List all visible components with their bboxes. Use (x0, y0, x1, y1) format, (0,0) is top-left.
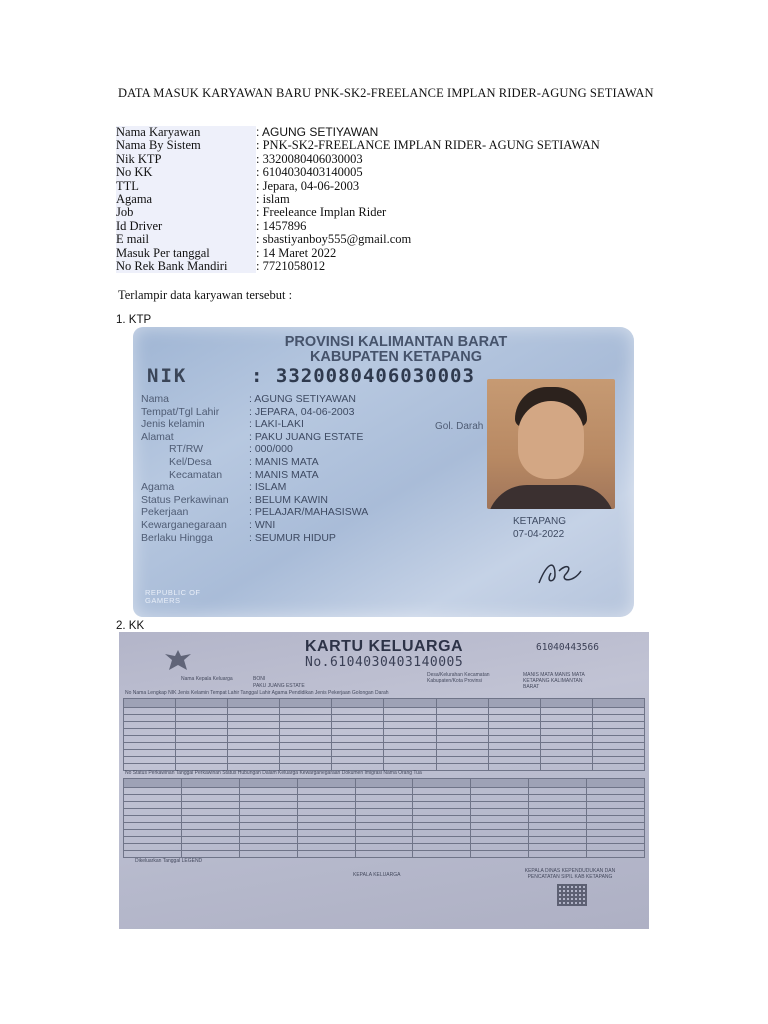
ktp-field-value: : PAKU JUANG ESTATE (249, 430, 364, 443)
employee-data-list (116, 126, 600, 273)
field-row (116, 220, 600, 233)
photo-face (518, 401, 584, 479)
ktp-nik-value: : 3320080406030003 (251, 365, 475, 387)
ktp-card-image (133, 327, 634, 617)
ktp-field-value: : LAKI-LAKI (249, 418, 304, 431)
ktp-blood-type-label: Gol. Darah (435, 421, 484, 432)
field-value: : 7721058012 (256, 258, 326, 273)
kk-status-table (123, 778, 645, 858)
field-value: : sbastiyanboy555@gmail.com (256, 232, 412, 247)
watermark-line: REPUBLIC OF (145, 588, 201, 597)
kk-table1-headers: No Nama Lengkap NIK Jenis Kelamin Tempat Lahir Tanggal Lahir Agama Pendidikan Jenis Pekerjaan Golongan Darah (125, 690, 389, 696)
field-value: : islam (256, 191, 290, 206)
kk-head-value: BONI (253, 676, 266, 682)
ktp-field-value: : AGUNG SETIYAWAN (249, 393, 356, 405)
field-label: Masuk Per tanggal (116, 247, 256, 260)
ktp-issue-city: KETAPANG (513, 516, 566, 527)
ktp-issue (513, 515, 633, 541)
ktp-field-label: Kel/Desa (169, 455, 212, 468)
ktp-field-label: Tempat/Tgl Lahir (141, 405, 220, 418)
garuda-emblem-icon (163, 648, 193, 674)
attachment-note: Terlampir data karyawan tersebut : (118, 288, 293, 302)
kk-number: No.6104030403140005 (305, 655, 464, 670)
ktp-province: PROVINSI KALIMANTAN BARAT (284, 334, 508, 350)
kk-corner-number: 61040443566 (536, 642, 599, 653)
qr-code-icon (557, 884, 587, 906)
ktp-field-value: : SEUMUR HIDUP (249, 531, 336, 544)
field-value: : AGUNG SETIYAWAN (256, 125, 379, 139)
ktp-field-label: Status Perkawinan (141, 493, 229, 506)
field-label: No Rek Bank Mandiri (116, 260, 256, 273)
field-row (116, 126, 600, 139)
photo-shirt (487, 485, 615, 509)
field-row (116, 233, 600, 246)
field-row (116, 153, 600, 166)
ktp-field-value: : BELUM KAWIN (249, 493, 328, 506)
field-label: TTL (116, 180, 256, 193)
document-title: DATA MASUK KARYAWAN BARU PNK-SK2-FREELANCE IMPLAN RIDER-AGUNG SETIAWAN (118, 86, 654, 100)
field-value: : PNK-SK2-FREELANCE IMPLAN RIDER- AGUNG SETIAWAN (256, 138, 600, 153)
ktp-nik-label: NIK (147, 365, 188, 387)
ktp-field-label: Kewarganegaraan (141, 518, 227, 531)
field-value: : 6104030403140005 (256, 165, 363, 180)
kk-head-label: Nama Kepala Keluarga (181, 676, 233, 682)
ktp-fields (141, 393, 368, 544)
ktp-field-value: : MANIS MATA (249, 468, 319, 481)
ktp-field-label: Agama (141, 481, 175, 494)
kk-region-labels: Desa/Kelurahan Kecamatan Kabupaten/Kota Provinsi (427, 672, 490, 684)
field-label: Id Driver (116, 220, 256, 233)
field-row (116, 206, 600, 219)
field-row (116, 193, 600, 206)
ktp-photo (487, 379, 615, 509)
field-value: : 3320080406030003 (256, 151, 363, 166)
field-label: Job (116, 206, 256, 219)
ktp-issue-date: 07-04-2022 (513, 529, 565, 540)
field-value: : 14 Maret 2022 (256, 245, 337, 260)
field-label: E mail (116, 233, 256, 246)
kk-label: 2. KK (116, 620, 145, 632)
kk-address-value: PAKU JUANG ESTATE (253, 683, 305, 689)
kk-region-values: MANIS MATA MANIS MATA KETAPANG KALIMANTAN BARAT (523, 672, 585, 690)
ktp-field-value: : 000/000 (249, 443, 293, 456)
field-value: : Freeleance Implan Rider (256, 205, 387, 220)
watermark-line: GAMERS (145, 596, 181, 605)
field-label: Agama (116, 193, 256, 206)
ktp-field-label: Nama (141, 393, 170, 405)
field-label: Nama Karyawan (116, 126, 256, 139)
ktp-header (271, 335, 521, 365)
kk-document-image (119, 632, 649, 929)
kk-footer-center: KEPALA KELUARGA (353, 872, 401, 878)
watermark-logo (145, 589, 201, 605)
field-label: Nama By Sistem (116, 139, 256, 152)
field-value: : 1457896 (256, 218, 307, 233)
field-label: Nik KTP (116, 153, 256, 166)
field-label: No KK (116, 166, 256, 179)
kk-footer-left: Dikeluarkan Tanggal LEGEND (135, 858, 203, 864)
kk-table2-headers: No Status Perkawinan Tanggal Perkawinan Status Hubungan Dalam Keluarga Kewarganegaraan Dokumen Imigrasi Nama Orang Tua (125, 770, 422, 776)
ktp-field-label: Jenis kelamin (141, 418, 205, 431)
ktp-field-value: : JEPARA, 04-06-2003 (249, 405, 355, 418)
ktp-field-label: Alamat (141, 430, 174, 443)
ktp-field-label: Pekerjaan (141, 506, 189, 519)
field-row (116, 166, 600, 179)
field-row (116, 247, 600, 260)
ktp-regency: KABUPATEN KETAPANG (309, 349, 483, 365)
field-value: : Jepara, 04-06-2003 (256, 178, 360, 193)
ktp-field-value: : PELAJAR/MAHASISWA (249, 506, 369, 519)
field-row (116, 260, 600, 273)
kk-family-table (123, 698, 645, 771)
ktp-field-value: : ISLAM (249, 481, 287, 494)
ktp-label: 1. KTP (116, 314, 152, 326)
kk-footer-right: KEPALA DINAS KEPENDUDUKAN DAN PENCATATAN SIPIL KAB KETAPANG (524, 868, 616, 880)
kk-title: KARTU KELUARGA (305, 638, 464, 655)
ktp-field-label: Berlaku Hingga (141, 531, 213, 544)
field-row (116, 180, 600, 193)
ktp-field-label: RT/RW (169, 443, 204, 456)
field-row (116, 139, 600, 152)
signature-icon (533, 553, 593, 589)
ktp-field-label: Kecamatan (169, 468, 223, 481)
ktp-field-value: : WNI (249, 518, 276, 531)
ktp-field-value: : MANIS MATA (249, 455, 319, 468)
